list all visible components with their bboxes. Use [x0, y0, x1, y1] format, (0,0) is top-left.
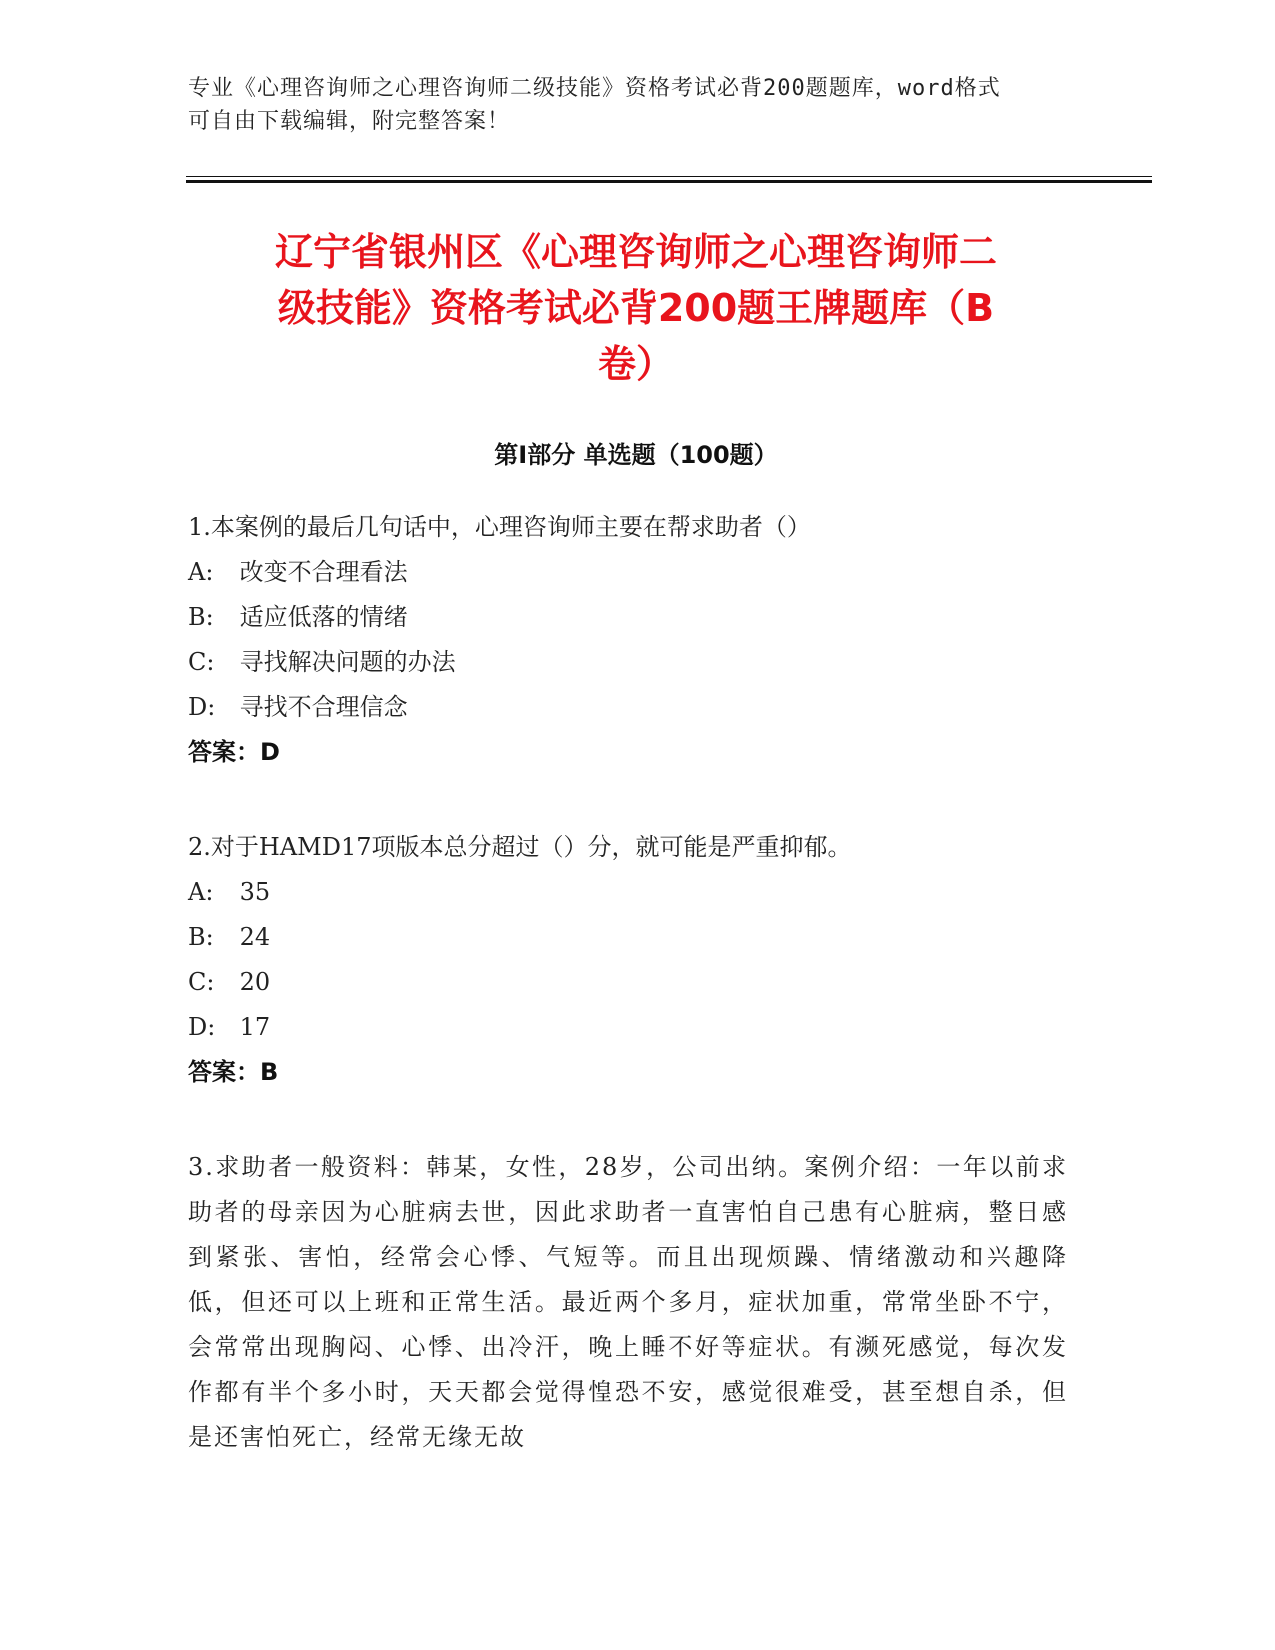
- option-text: 17: [239, 1013, 271, 1041]
- header-divider-thin: [186, 176, 1152, 177]
- option-label: C:: [188, 648, 215, 676]
- option-b: [188, 595, 1068, 640]
- option-text: 适应低落的情绪: [239, 603, 408, 631]
- option-d: [188, 1005, 1068, 1050]
- title-line-2: 级技能》资格考试必背200题王牌题库（B: [277, 286, 995, 330]
- option-label: A:: [188, 878, 214, 906]
- option-text: 寻找不合理信念: [239, 693, 408, 721]
- header-line-1: 专业《心理咨询师之心理咨询师二级技能》资格考试必背200题题库，word格式: [188, 76, 1001, 101]
- section-title: 第Ⅰ部分 单选题（100题）: [494, 441, 778, 469]
- option-text: 寻找解决问题的办法: [239, 648, 456, 676]
- option-label: C:: [188, 968, 215, 996]
- option-b: [188, 915, 1068, 960]
- answer: 答案：D: [188, 738, 280, 766]
- header-divider-thick: [186, 180, 1152, 183]
- header-line-2: 可自由下载编辑，附完整答案！: [188, 109, 511, 134]
- question-3: [188, 1145, 1068, 1505]
- option-label: A:: [188, 558, 214, 586]
- title-line-1: 辽宁省银州区《心理咨询师之心理咨询师二: [274, 230, 997, 274]
- question-2: [188, 825, 1068, 1095]
- option-a: [188, 550, 1068, 595]
- option-text: 35: [239, 878, 271, 906]
- option-label: B:: [188, 603, 214, 631]
- question-stem: 3.求助者一般资料：韩某，女性，28岁，公司出纳。案例介绍：一年以前求助者的母亲因为心脏病去世，因此求助者一直害怕自己患有心脏病，整日感到紧张、害怕，经常会心悸、气短等。而且出现烦躁、情绪激动和兴趣降低，但还可以上班和正常生活。最近两个多月，症状加重，常常坐卧不宁，会常常出现胸闷、心悸、出冷汗，晚上睡不好等症状。有濒死感觉，每次发作都有半个多小时，天天都会觉得惶恐不安，感觉很难受，甚至想自杀，但是还害怕死亡，经常无缘无故: [188, 1153, 1068, 1451]
- question-stem: 1.本案例的最后几句话中，心理咨询师主要在帮求助者（）: [188, 513, 811, 541]
- document-title: [186, 224, 1086, 392]
- question-1: [188, 505, 1068, 775]
- option-a: [188, 870, 1068, 915]
- option-label: D:: [188, 693, 216, 721]
- document-header: [188, 72, 1068, 138]
- option-label: B:: [188, 923, 214, 951]
- option-text: 24: [239, 923, 271, 951]
- title-line-3: 卷）: [597, 342, 674, 386]
- option-text: 改变不合理看法: [239, 558, 408, 586]
- option-c: [188, 640, 1068, 685]
- answer: 答案：B: [188, 1058, 279, 1086]
- option-d: [188, 685, 1068, 730]
- question-stem: 2.对于HAMD17项版本总分超过（）分，就可能是严重抑郁。: [188, 833, 852, 861]
- option-label: D:: [188, 1013, 216, 1041]
- option-text: 20: [239, 968, 271, 996]
- option-c: [188, 960, 1068, 1005]
